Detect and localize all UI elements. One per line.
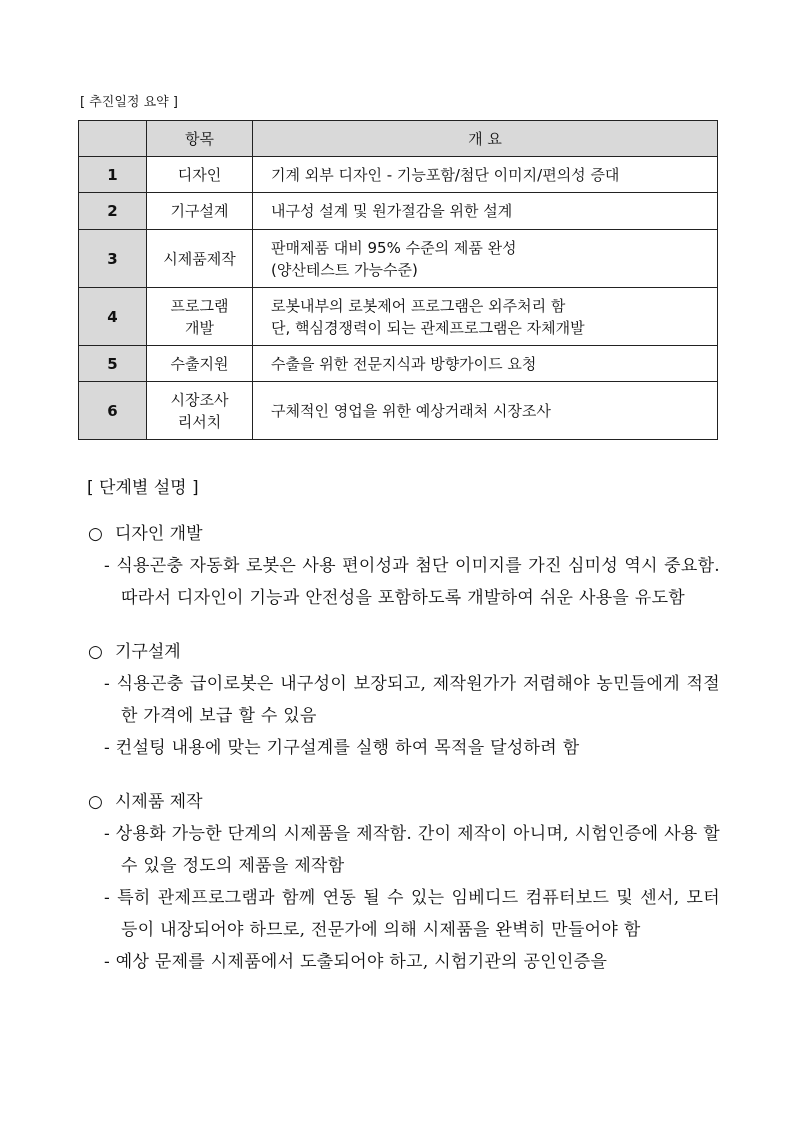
row-description [253,346,718,382]
schedule-summary-table [78,120,718,440]
row-description-line: 구체적인 영업을 위한 예상거래처 시장조사 [271,401,551,420]
row-item-line: 기구설계 [170,202,229,220]
row-item [147,382,253,440]
row-number: 6 [79,382,147,440]
row-number: 1 [79,157,147,193]
header-number [79,121,147,157]
row-item-line: 시제품제작 [163,249,236,268]
section-item: - 상용화 가능한 단계의 시제품을 제작함. 간이 제작이 아니며, 시험인증에 사용 할 수 있을 정도의 제품을 제작함 [104,824,720,876]
section-heading-text: 디자인 개발 [115,524,203,544]
row-number: 3 [79,230,147,288]
table-caption: [ 추진일정 요약 ] [80,95,178,110]
section-item: - 예상 문제를 시제품에서 도출되어야 하고, 시험기관의 공인인증을 [104,952,608,972]
section-heading-text: 기구설계 [115,642,181,662]
table-row [79,346,718,382]
row-item [147,346,253,382]
row-description-line: 단, 핵심경쟁력이 되는 관제프로그램은 자체개발 [271,318,585,337]
row-number: 2 [79,193,147,230]
section-item: - 식용곤충 급이로봇은 내구성이 보장되고, 제작원가가 저렴해야 농민들에게 적절한 가격에 보급 할 수 있음 [104,674,720,726]
table-row [79,382,718,440]
row-number: 4 [79,288,147,346]
row-description-line: 기계 외부 디자인 - 기능포함/첨단 이미지/편의성 증대 [271,165,620,184]
row-description-line: (양산테스트 가능수준) [271,260,418,279]
table-row [79,288,718,346]
table-body [79,157,718,440]
row-item [147,288,253,346]
circle-bullet-icon: ○ [88,524,103,544]
row-item-line: 수출지원 [170,354,229,373]
row-description [253,157,718,193]
circle-bullet-icon: ○ [88,792,103,812]
row-item-line: 리서치 [177,412,222,431]
row-item [147,230,253,288]
row-description [253,193,718,230]
circle-bullet-icon: ○ [88,642,103,662]
header-description: 개 요 [253,121,718,157]
section-heading [88,518,720,550]
row-description-line: 내구성 설계 및 원가절감을 위한 설계 [271,202,513,220]
table-row [79,193,718,230]
row-description-line: 수출을 위한 전문지식과 방향가이드 요청 [271,354,537,373]
row-item [147,193,253,230]
header-item: 항목 [147,121,253,157]
row-item-line: 디자인 [177,165,222,184]
table-row [79,230,718,288]
section-title: [ 단계별 설명 ] [87,478,199,498]
section-heading-text: 시제품 제작 [115,792,203,812]
row-description [253,288,718,346]
stage-descriptions [88,518,720,978]
section-item: - 컨설팅 내용에 맞는 기구설계를 실행 하여 목적을 달성하려 함 [104,738,580,758]
table-header-row [79,121,718,157]
row-item-line: 시장조사 [170,390,229,409]
section-heading [88,636,720,668]
row-description [253,230,718,288]
row-item-line: 프로그램 [170,296,229,315]
section-item: - 특히 관제프로그램과 함께 연동 될 수 있는 임베디드 컴퓨터보드 및 센서, 모터 등이 내장되어야 하므로, 전문가에 의해 시제품을 완벽히 만들어야 함 [104,888,720,940]
row-description-line: 판매제품 대비 95% 수준의 제품 완성 [271,238,517,257]
row-item-line: 개발 [185,318,214,337]
table-row [79,157,718,193]
section-item: - 식용곤충 자동화 로봇은 사용 편이성과 첨단 이미지를 가진 심미성 역시 중요함. 따라서 디자인이 기능과 안전성을 포함하도록 개발하여 쉬운 사용을 유도함 [104,556,720,608]
row-description [253,382,718,440]
section-heading [88,786,720,818]
row-number: 5 [79,346,147,382]
row-item [147,157,253,193]
row-description-line: 로봇내부의 로봇제어 프로그램은 외주처리 함 [271,296,566,315]
